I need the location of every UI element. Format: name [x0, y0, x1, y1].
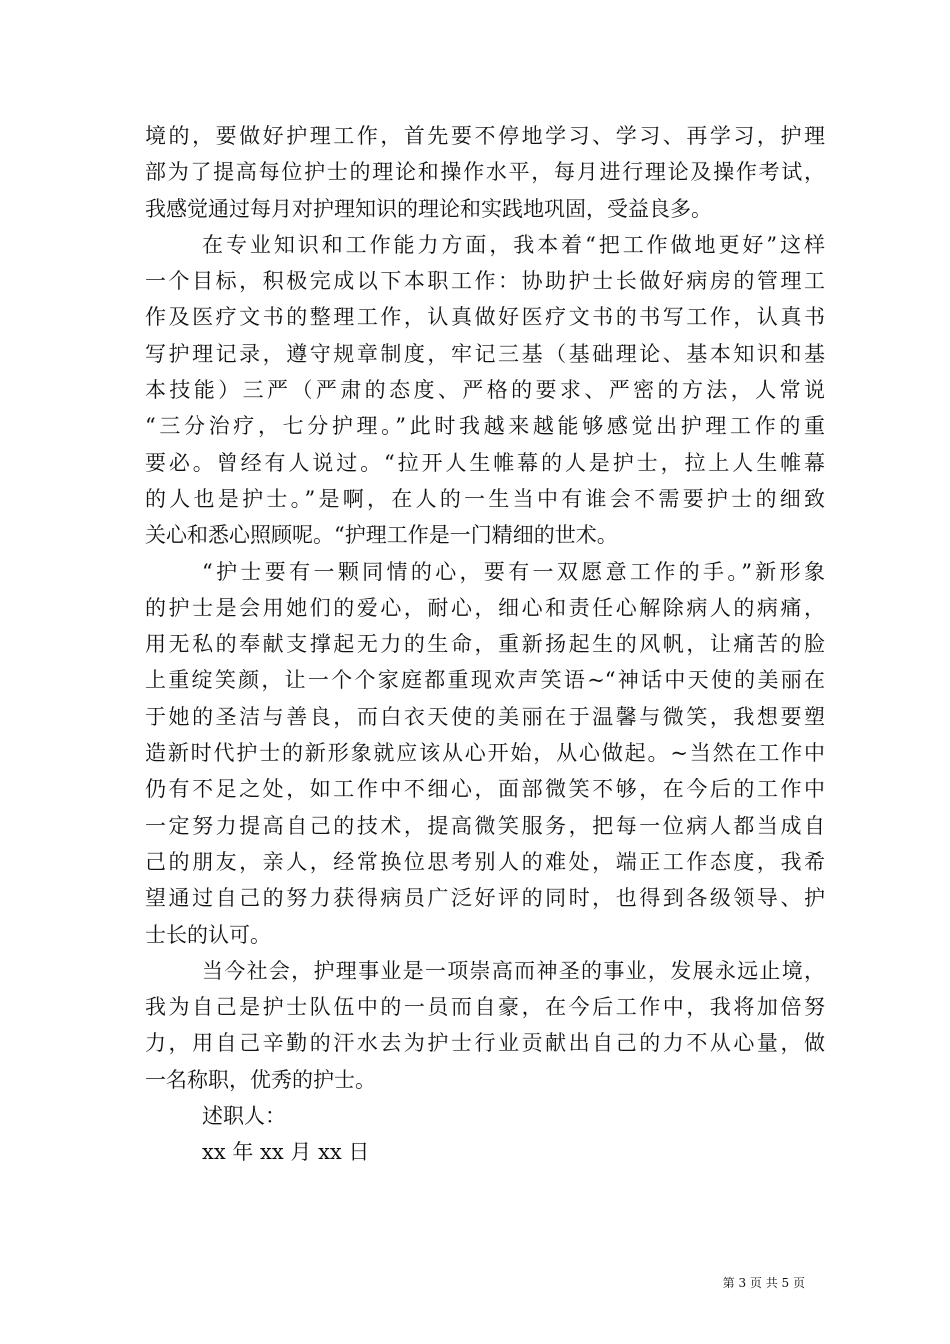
text-line: “护士要有一颗同情的心，要有一双愿意工作的手。”新形象: [202, 559, 825, 584]
text-line: 士长的认可。: [145, 922, 271, 947]
document-body: [145, 118, 825, 1171]
text-line: 用无私的奉献支撑起无力的生命，重新扬起生的风帆，让痛苦的脸: [145, 632, 825, 657]
signature-label: 述职人：: [202, 1104, 286, 1129]
text-line: 于她的圣洁与善良，而白衣天使的美丽在于温馨与微笑，我想要塑: [145, 704, 825, 729]
text-line: 在专业知识和工作能力方面，我本着“把工作做地更好”这样: [202, 232, 825, 257]
text-line: 造新时代护士的新形象就应该从心开始，从心做起。~当然在工作中: [145, 741, 825, 766]
text-line: 仍有不足之处，如工作中不细心，面部微笑不够，在今后的工作中: [145, 777, 825, 802]
text-line: 要必。曾经有人说过。“拉开人生帷幕的人是护士，拉上人生帷幕: [145, 450, 825, 475]
text-line: 部为了提高每位护士的理论和操作水平，每月进行理论及操作考试，: [145, 160, 825, 185]
text-line: 一个目标，积极完成以下本职工作：协助护士长做好病房的管理工: [145, 269, 825, 294]
text-line: 望通过自己的努力获得病员广泛好评的同时，也得到各级领导、护: [145, 886, 825, 911]
text-line: 力，用自己辛勤的汗水去为护士行业贡献出自己的力不从心量，做: [145, 1031, 825, 1056]
page-indicator: 第 3 页 共 5 页: [722, 1276, 805, 1290]
text-line: 我为自己是护士队伍中的一员而自豪，在今后工作中，我将加倍努: [145, 995, 825, 1020]
signature-date: xx 年 xx 月 xx 日: [202, 1140, 370, 1165]
text-line: 我感觉通过每月对护理知识的理论和实践地巩固，受益良多。: [145, 196, 712, 221]
text-line: 本技能）三严（严肃的态度、严格的要求、严密的方法，人常说: [145, 378, 825, 403]
text-line: 境的，要做好护理工作，首先要不停地学习、学习、再学习，护理: [145, 124, 825, 148]
text-line: 的护士是会用她们的爱心，耐心，细心和责任心解除病人的病痛，: [145, 595, 825, 620]
text-line: 写护理记录，遵守规章制度，牢记三基（基础理论、基本知识和基: [145, 341, 825, 366]
paragraph-lines: [145, 118, 825, 1098]
text-line: 一定努力提高自己的技术，提高微笑服务，把每一位病人都当成自: [145, 813, 825, 838]
text-line: 关心和悉心照顾呢。“护理工作是一门精细的世术。: [145, 523, 618, 548]
text-line: 的人也是护士。”是啊，在人的一生当中有谁会不需要护士的细致: [145, 486, 825, 511]
text-line: 作及医疗文书的整理工作，认真做好医疗文书的书写工作，认真书: [145, 305, 825, 330]
text-line: 己的朋友，亲人，经常换位思考别人的难处，端正工作态度，我希: [145, 849, 825, 874]
text-line: 一名称职，优秀的护士。: [145, 1067, 376, 1092]
text-line: 当今社会，护理事业是一项崇高而神圣的事业，发展永远止境，: [202, 958, 825, 983]
text-line: 上重绽笑颜，让一个个家庭都重现欢声笑语~“神话中天使的美丽在: [145, 668, 825, 693]
text-line: “三分治疗，七分护理。”此时我越来越能够感觉出护理工作的重: [145, 414, 825, 439]
